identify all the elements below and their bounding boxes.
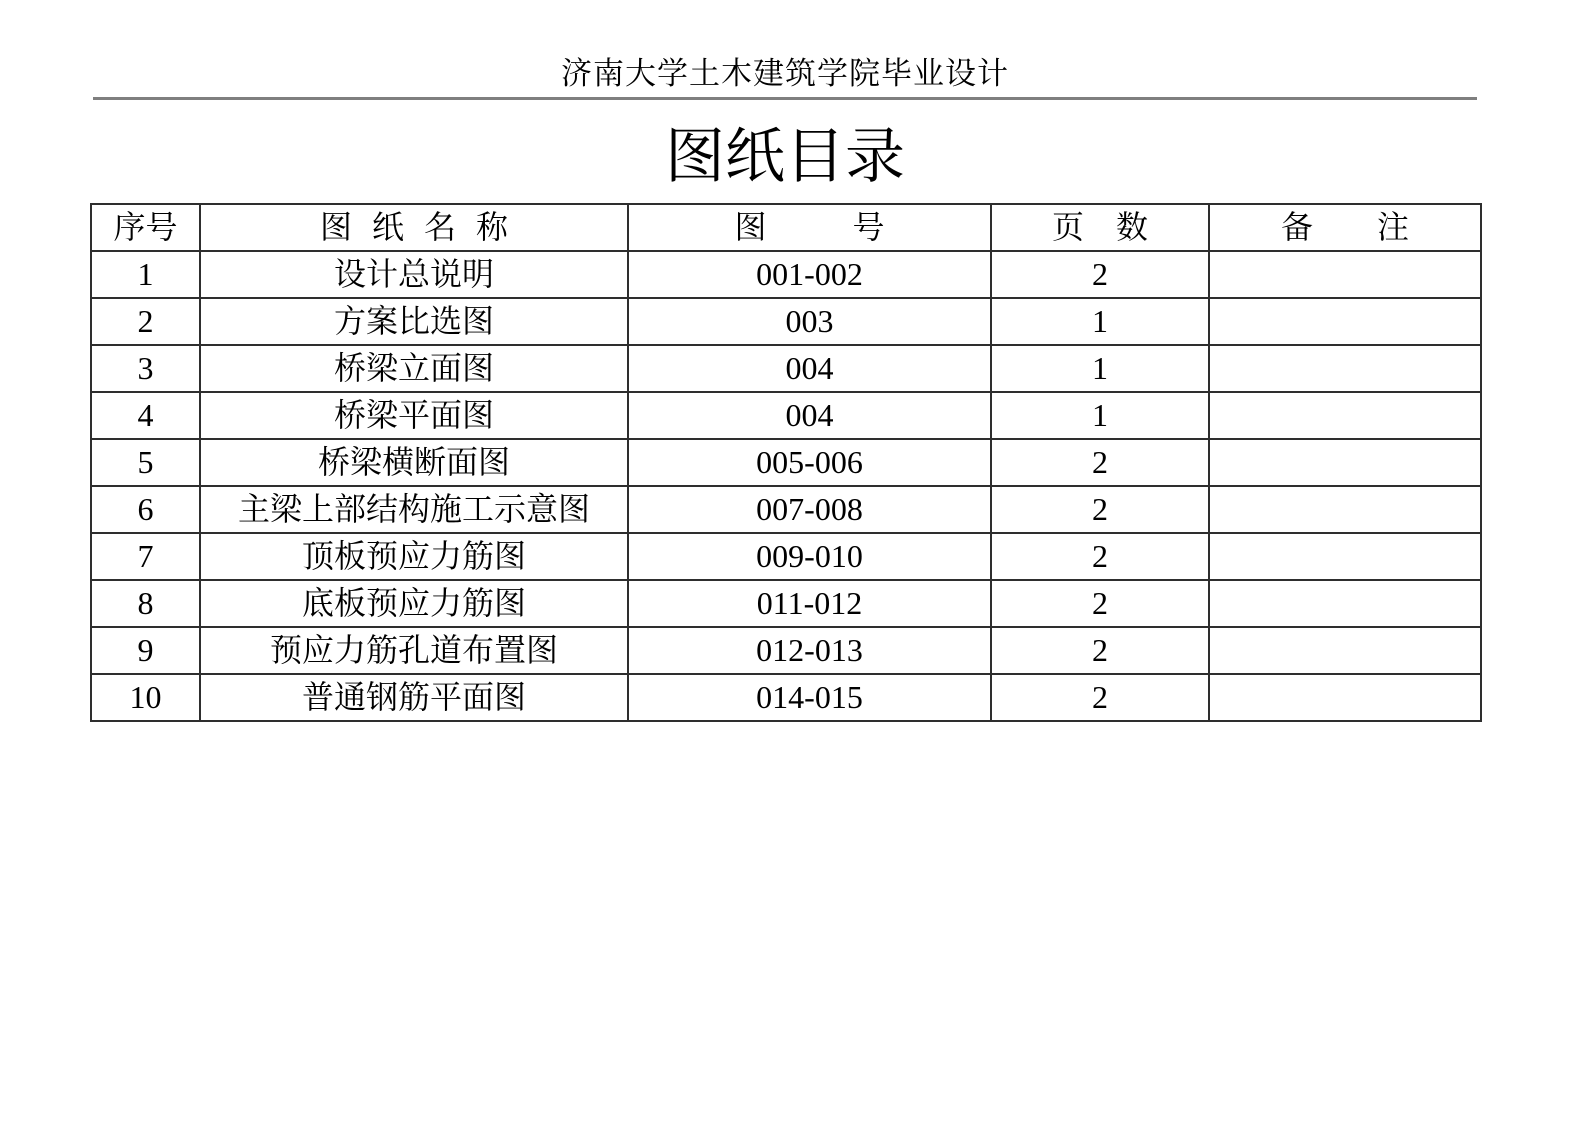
header-divider-line <box>93 97 1477 100</box>
cell-pages: 2 <box>991 580 1209 627</box>
cell-drawing-no: 004 <box>628 392 991 439</box>
cell-drawing-no: 005-006 <box>628 439 991 486</box>
col-header-remark: 备 注 <box>1209 204 1481 251</box>
cell-no: 9 <box>91 627 200 674</box>
table-row <box>91 674 1481 721</box>
cell-name: 方案比选图 <box>200 298 628 345</box>
cell-pages: 1 <box>991 392 1209 439</box>
table-row <box>91 439 1481 486</box>
table-row <box>91 580 1481 627</box>
cell-no: 7 <box>91 533 200 580</box>
cell-remark <box>1209 627 1481 674</box>
cell-name: 桥梁立面图 <box>200 345 628 392</box>
cell-name: 主梁上部结构施工示意图 <box>200 486 628 533</box>
table-row <box>91 298 1481 345</box>
cell-remark <box>1209 439 1481 486</box>
cell-pages: 2 <box>991 486 1209 533</box>
cell-no: 5 <box>91 439 200 486</box>
cell-no: 3 <box>91 345 200 392</box>
cell-name: 设计总说明 <box>200 251 628 298</box>
cell-remark <box>1209 486 1481 533</box>
cell-drawing-no: 014-015 <box>628 674 991 721</box>
col-header-no: 序号 <box>91 204 200 251</box>
cell-remark <box>1209 251 1481 298</box>
cell-pages: 1 <box>991 298 1209 345</box>
cell-pages: 2 <box>991 674 1209 721</box>
cell-drawing-no: 004 <box>628 345 991 392</box>
cell-no: 6 <box>91 486 200 533</box>
cell-remark <box>1209 674 1481 721</box>
cell-remark <box>1209 298 1481 345</box>
page-title: 图纸目录 <box>665 124 905 190</box>
cell-name: 普通钢筋平面图 <box>200 674 628 721</box>
cell-pages: 1 <box>991 345 1209 392</box>
table-row <box>91 345 1481 392</box>
drawing-index-table <box>90 203 1482 722</box>
cell-no: 4 <box>91 392 200 439</box>
col-header-drawing-name: 图 纸 名 称 <box>200 204 628 251</box>
cell-remark <box>1209 533 1481 580</box>
col-header-drawing-no: 图 号 <box>628 204 991 251</box>
table-row <box>91 392 1481 439</box>
cell-no: 2 <box>91 298 200 345</box>
table-row <box>91 533 1481 580</box>
col-header-pages: 页 数 <box>991 204 1209 251</box>
cell-name: 预应力筋孔道布置图 <box>200 627 628 674</box>
cell-name: 桥梁平面图 <box>200 392 628 439</box>
cell-pages: 2 <box>991 627 1209 674</box>
cell-drawing-no: 001-002 <box>628 251 991 298</box>
cell-drawing-no: 007-008 <box>628 486 991 533</box>
cell-drawing-no: 003 <box>628 298 991 345</box>
cell-name: 桥梁横断面图 <box>200 439 628 486</box>
cell-drawing-no: 011-012 <box>628 580 991 627</box>
cell-no: 1 <box>91 251 200 298</box>
cell-remark <box>1209 392 1481 439</box>
cell-name: 顶板预应力筋图 <box>200 533 628 580</box>
table-header-row <box>91 204 1481 251</box>
table-row <box>91 627 1481 674</box>
cell-pages: 2 <box>991 533 1209 580</box>
cell-drawing-no: 012-013 <box>628 627 991 674</box>
table-row <box>91 251 1481 298</box>
cell-name: 底板预应力筋图 <box>200 580 628 627</box>
table-row <box>91 486 1481 533</box>
cell-no: 8 <box>91 580 200 627</box>
institution-header: 济南大学土木建筑学院毕业设计 <box>561 56 1009 91</box>
cell-no: 10 <box>91 674 200 721</box>
cell-pages: 2 <box>991 439 1209 486</box>
cell-drawing-no: 009-010 <box>628 533 991 580</box>
cell-remark <box>1209 345 1481 392</box>
cell-pages: 2 <box>991 251 1209 298</box>
cell-remark <box>1209 580 1481 627</box>
